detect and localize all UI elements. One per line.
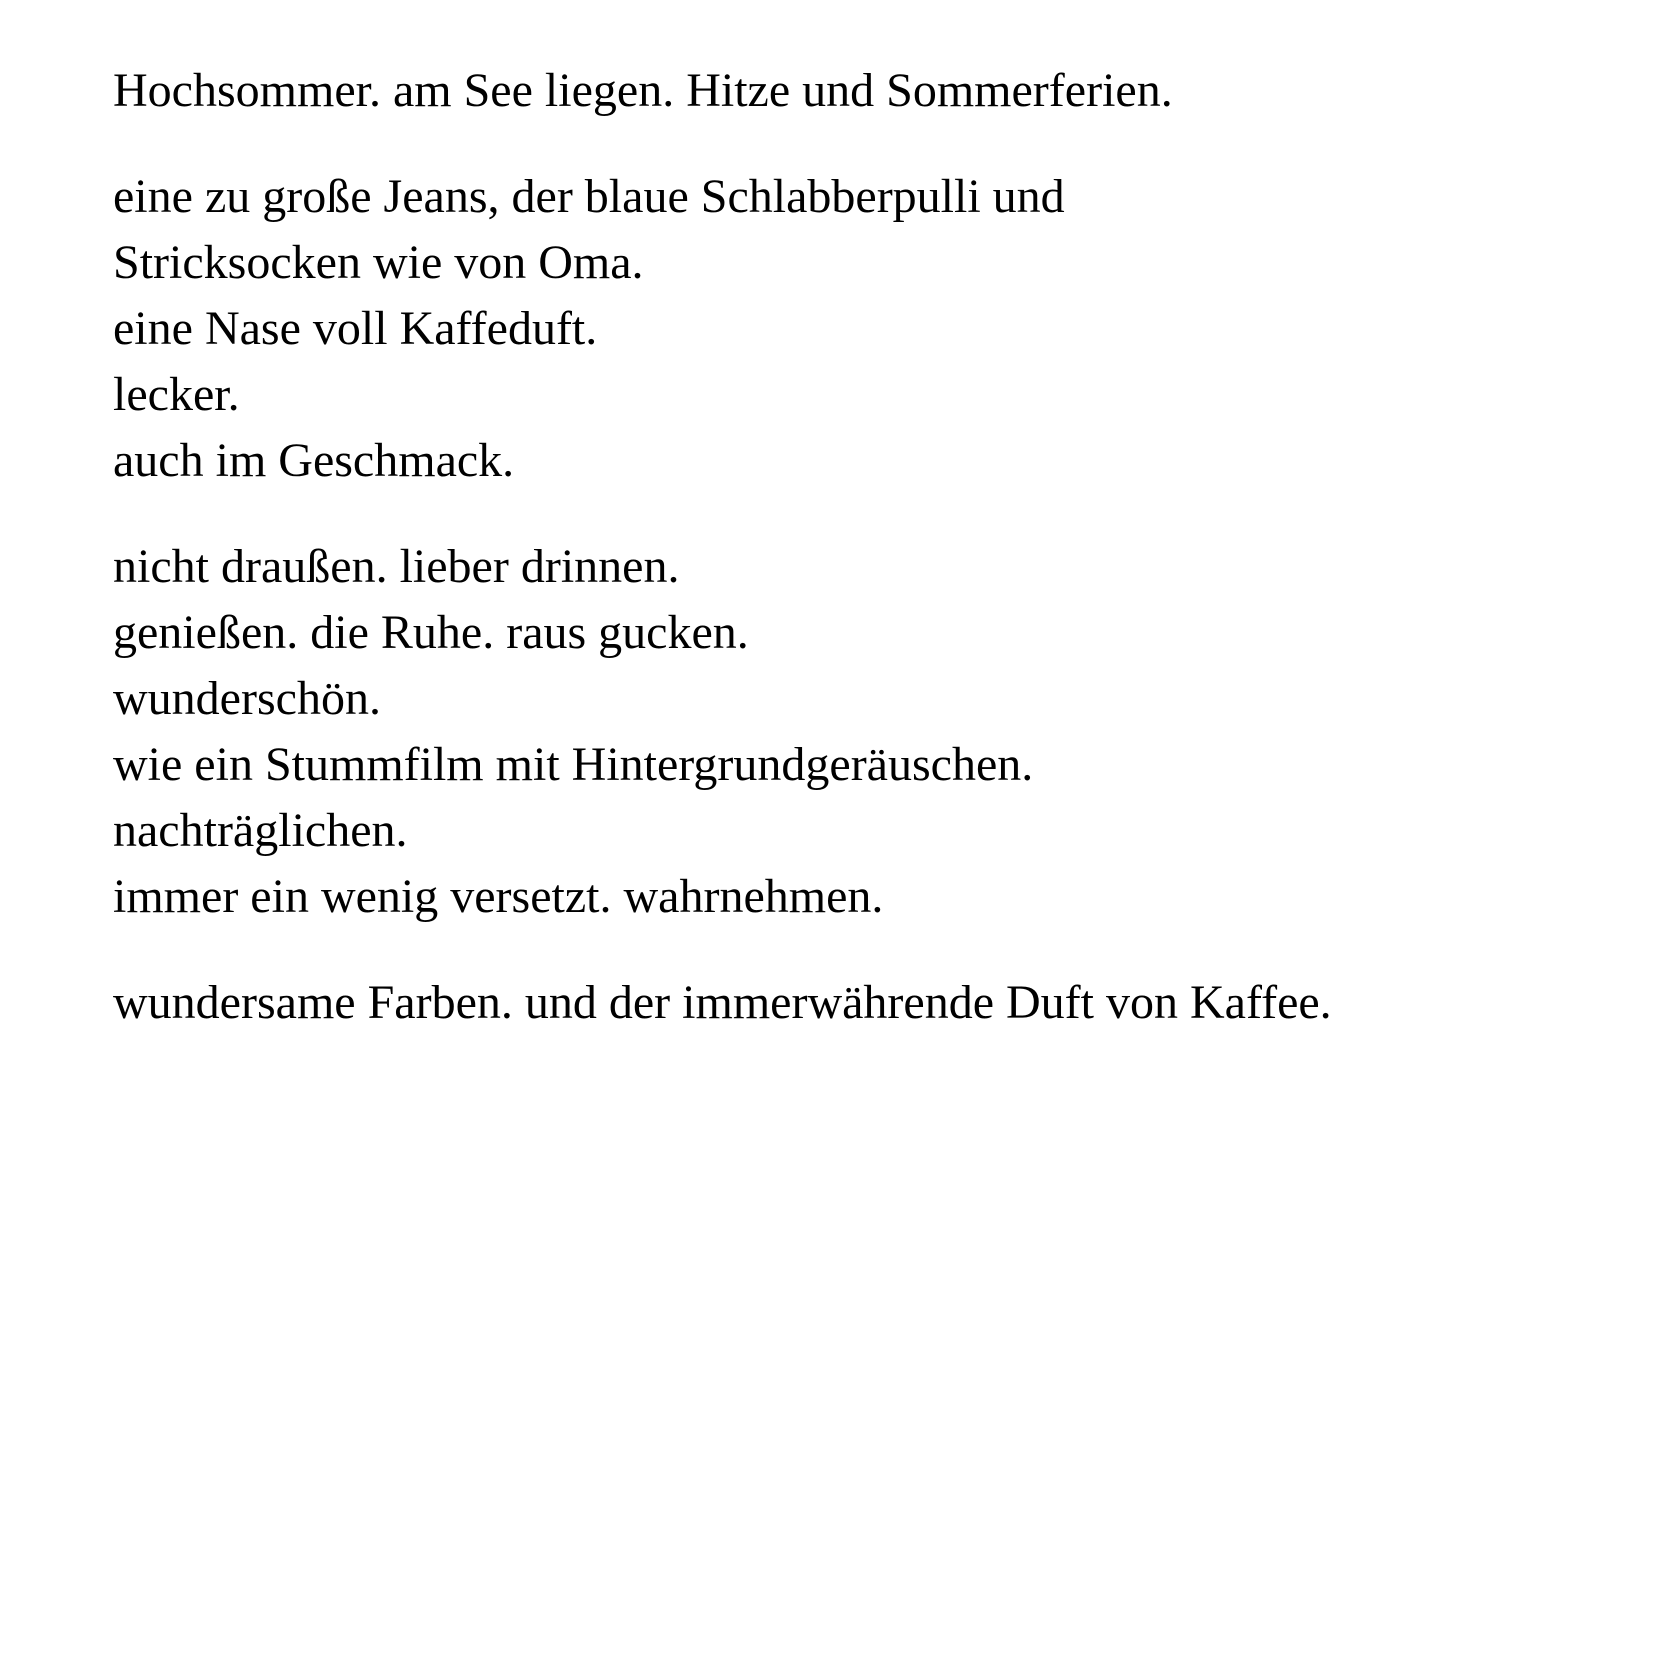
poem-line: immer ein wenig versetzt. wahrnehmen. — [113, 870, 884, 923]
poem-line: nachträglichen. — [113, 804, 408, 857]
poem-stanza-1 — [113, 58, 1594, 124]
poem-stanza-4 — [113, 970, 1594, 1036]
poem-line: Hochsommer. am See liegen. Hitze und Sommerferien. — [113, 64, 1173, 117]
poem-line: eine Nase voll Kaffeduft. — [113, 302, 598, 355]
poem-line: nicht draußen. lieber drinnen. — [113, 540, 680, 593]
poem-stanza-2 — [113, 164, 1594, 494]
poem-line: eine zu große Jeans, der blaue Schlabberpulli und — [113, 170, 1065, 223]
poem-line: wundersame Farben. und der immerwährende Duft von Kaffee. — [113, 976, 1332, 1029]
poem-line: wunderschön. — [113, 672, 381, 725]
poem-line: Stricksocken wie von Oma. — [113, 236, 644, 289]
poem-line: wie ein Stummfilm mit Hintergrundgeräuschen. — [113, 738, 1034, 791]
poem — [113, 58, 1594, 1036]
poem-line: lecker. — [113, 368, 240, 421]
poem-line: auch im Geschmack. — [113, 434, 515, 487]
poem-stanza-3 — [113, 534, 1594, 930]
poem-line: genießen. die Ruhe. raus gucken. — [113, 606, 749, 659]
